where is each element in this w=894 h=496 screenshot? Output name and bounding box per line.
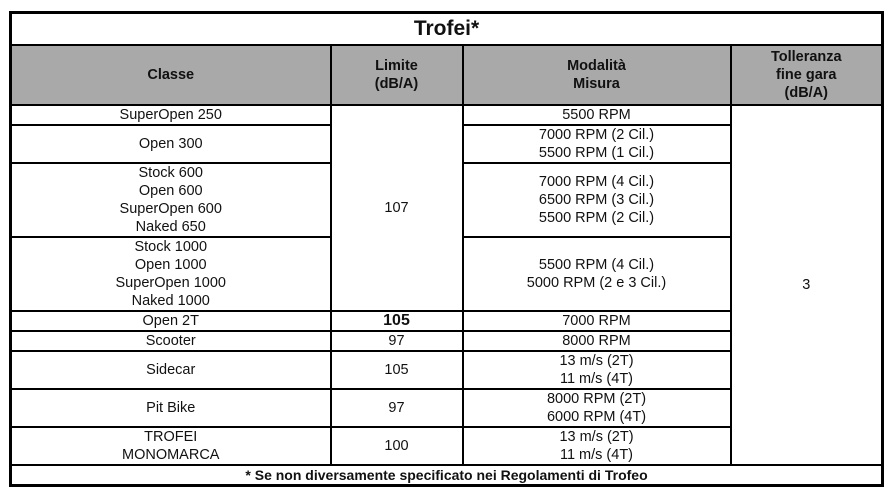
header-tolleranza: Tolleranza fine gara (dB/A) [731, 45, 883, 105]
cell-limite: 97 [331, 331, 463, 351]
cell-classe: Pit Bike [11, 389, 331, 427]
cell-modalita: 7000 RPM (4 Cil.) 6500 RPM (3 Cil.) 5500 RPM (2 Cil.) [463, 163, 731, 237]
cell-limite-shared: 107 [331, 105, 463, 311]
cell-classe: TROFEI MONOMARCA [11, 427, 331, 465]
cell-limite: 97 [331, 389, 463, 427]
cell-classe: Stock 600 Open 600 SuperOpen 600 Naked 650 [11, 163, 331, 237]
cell-classe: Sidecar [11, 351, 331, 389]
table-title: Trofei* [11, 13, 883, 46]
cell-modalita: 8000 RPM (2T) 6000 RPM (4T) [463, 389, 731, 427]
cell-modalita: 13 m/s (2T) 11 m/s (4T) [463, 427, 731, 465]
cell-classe: Open 2T [11, 311, 331, 331]
header-modalita: Modalità Misura [463, 45, 731, 105]
table-footnote: * Se non diversamente specificato nei Regolamenti di Trofeo [11, 465, 883, 486]
cell-classe: Scooter [11, 331, 331, 351]
header-limite: Limite (dB/A) [331, 45, 463, 105]
cell-classe: Open 300 [11, 125, 331, 163]
cell-classe: Stock 1000 Open 1000 SuperOpen 1000 Naked 1000 [11, 237, 331, 311]
cell-modalita: 7000 RPM (2 Cil.) 5500 RPM (1 Cil.) [463, 125, 731, 163]
cell-limite: 105 [331, 311, 463, 331]
cell-modalita: 5500 RPM [463, 105, 731, 125]
cell-modalita: 5500 RPM (4 Cil.) 5000 RPM (2 e 3 Cil.) [463, 237, 731, 311]
cell-classe: SuperOpen 250 [11, 105, 331, 125]
cell-limite: 100 [331, 427, 463, 465]
cell-limite: 105 [331, 351, 463, 389]
header-classe: Classe [11, 45, 331, 105]
trofei-table [9, 11, 884, 487]
table-row [11, 105, 883, 125]
cell-modalita: 13 m/s (2T) 11 m/s (4T) [463, 351, 731, 389]
cell-modalita: 8000 RPM [463, 331, 731, 351]
cell-modalita: 7000 RPM [463, 311, 731, 331]
cell-tolleranza-shared: 3 [731, 105, 883, 465]
